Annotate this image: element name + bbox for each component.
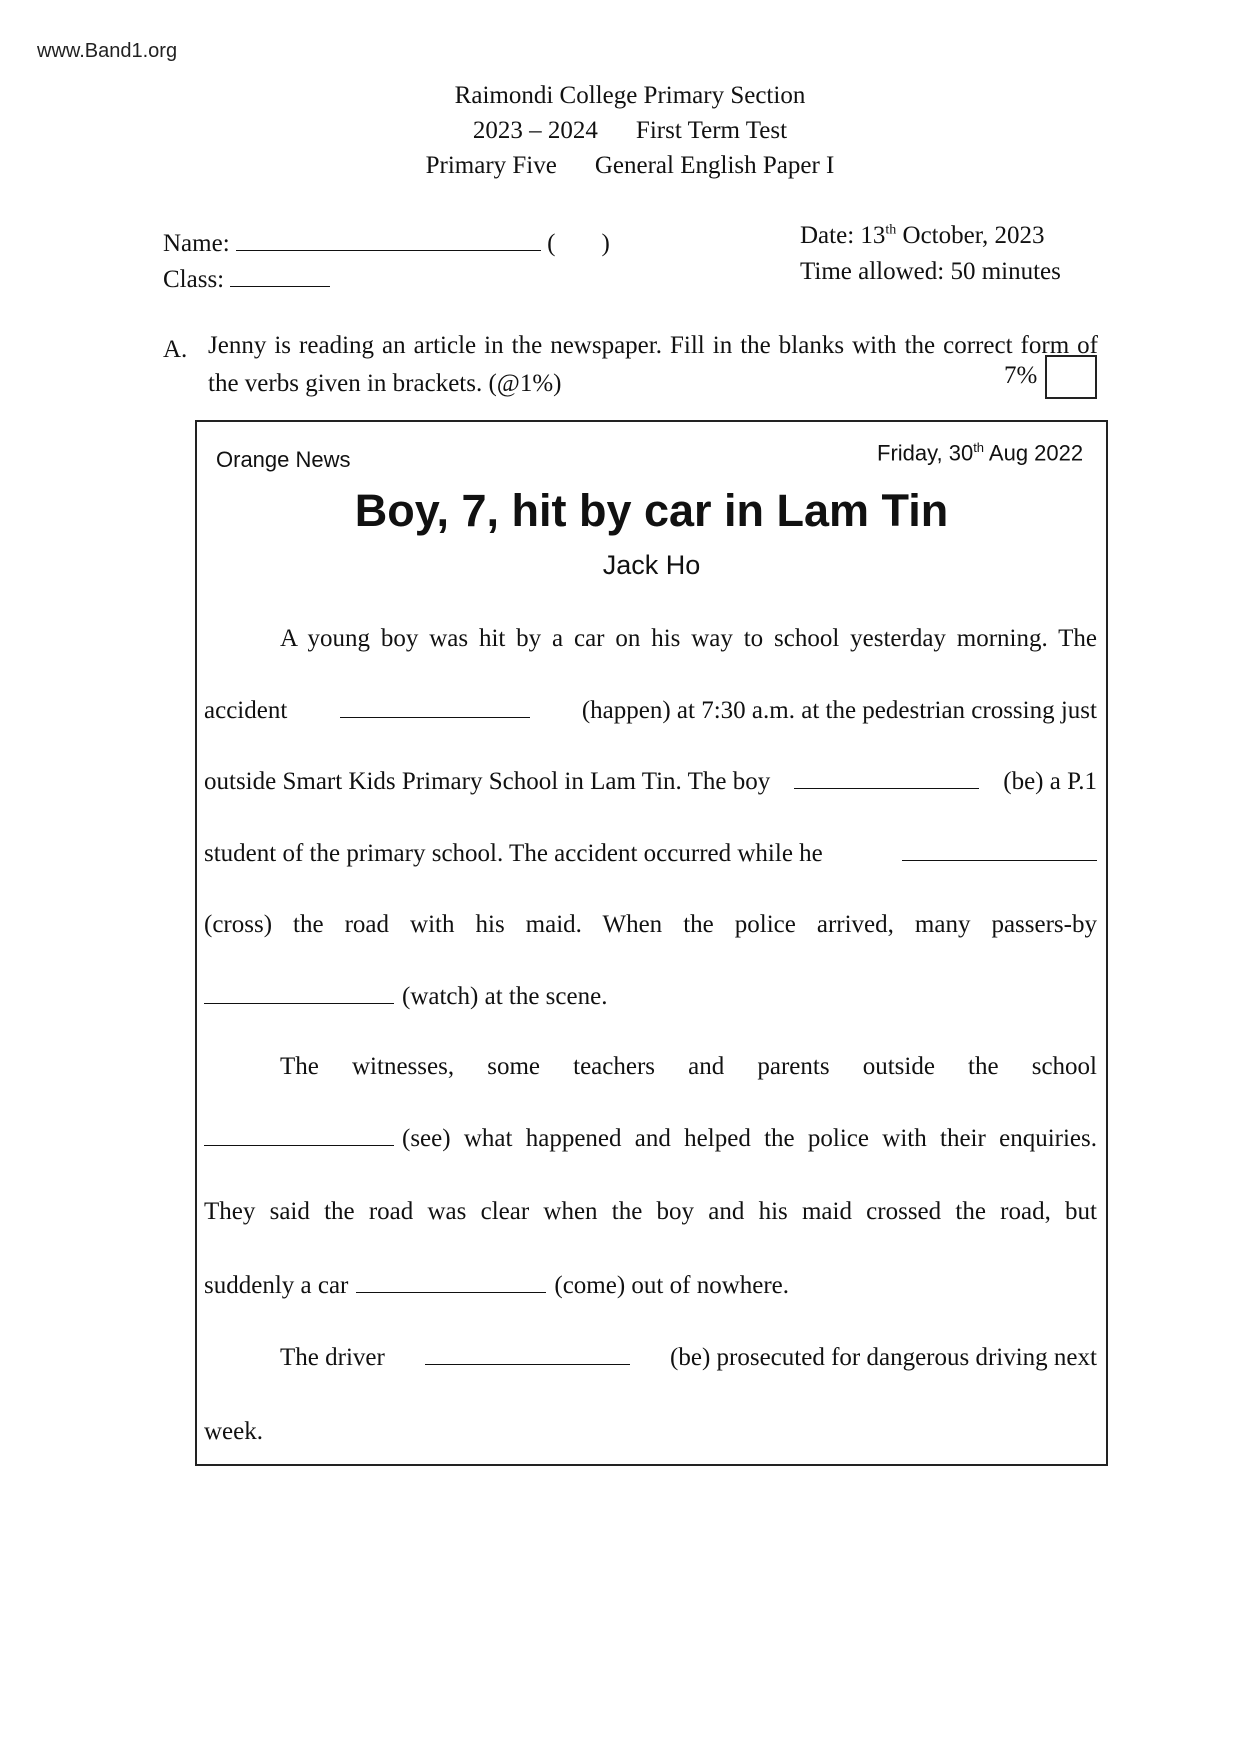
answer-blank-4[interactable]	[204, 984, 394, 1004]
instructions-line-1: Jenny is reading an article in the newspaper. Fill in the blanks with the correct form of	[208, 332, 1098, 359]
class-field[interactable]	[163, 266, 330, 294]
score-box[interactable]	[1045, 355, 1097, 399]
article-line: (cross) the road with his maid. When the police arrived, many passers-by	[204, 911, 1097, 938]
article-line	[204, 768, 1097, 796]
text: (see) what happened and helped the police with their enquiries.	[402, 1125, 1097, 1152]
article-line	[204, 697, 1097, 725]
news-date	[877, 440, 1083, 466]
text: (be) prosecuted for dangerous driving next	[670, 1344, 1097, 1371]
text: student of the primary school. The accident occurred while he	[204, 840, 823, 867]
test-name: First Term Test	[635, 117, 788, 144]
answer-blank-6[interactable]	[356, 1273, 546, 1293]
article-line: The witnesses, some teachers and parents outside the school	[280, 1053, 1097, 1080]
text: (come) out of nowhere.	[554, 1272, 790, 1299]
news-source: Orange News	[216, 447, 351, 472]
date-sup: th	[885, 222, 897, 238]
text: (watch) at the scene.	[402, 983, 608, 1010]
text: (happen) at 7:30 a.m. at the pedestrian crossing just	[581, 697, 1097, 724]
text: outside Smart Kids Primary School in Lam Tin. The boy	[204, 768, 771, 795]
section-letter: A.	[163, 336, 188, 363]
article-line: week.	[204, 1418, 263, 1445]
term-line	[0, 117, 1240, 145]
class-blank[interactable]	[230, 267, 330, 287]
news-date-sup: th	[973, 440, 985, 455]
text: accident	[204, 697, 288, 724]
class-number-close: )	[601, 230, 610, 257]
article-line: A young boy was hit by a car on his way to school yesterday morning. The	[280, 625, 1097, 652]
news-date-text: Friday, 30	[877, 440, 974, 466]
answer-blank-2[interactable]	[794, 769, 979, 789]
class-label: Class:	[163, 266, 225, 293]
level: Primary Five	[425, 152, 557, 179]
school-name: Raimondi College Primary Section	[454, 82, 806, 109]
class-number-open: (	[547, 230, 556, 257]
article-line	[204, 1272, 1097, 1300]
article-line: They said the road was clear when the boy and his maid crossed the road, but	[204, 1198, 1097, 1225]
test-date	[800, 222, 1045, 250]
date-text-end: October, 2023	[896, 222, 1045, 249]
article-line	[204, 840, 1097, 868]
article-line	[280, 1344, 1097, 1372]
time-allowed: Time allowed: 50 minutes	[800, 258, 1061, 285]
article-line	[204, 983, 1097, 1011]
school-year: 2023 – 2024	[472, 117, 598, 144]
answer-blank-7[interactable]	[425, 1345, 630, 1365]
author: Jack Ho	[602, 550, 701, 580]
answer-blank-3[interactable]	[902, 841, 1097, 861]
watermark: www.Band1.org	[37, 40, 178, 62]
paper-line	[0, 152, 1240, 180]
name-label: Name:	[163, 230, 230, 257]
text: The driver	[280, 1344, 385, 1371]
instructions-line-2: the verbs given in brackets. (@1%)	[208, 370, 562, 397]
marks-label: 7%	[1004, 362, 1038, 389]
text: suddenly a car	[204, 1272, 349, 1299]
paper-name: General English Paper I	[594, 152, 835, 179]
headline: Boy, 7, hit by car in Lam Tin	[354, 485, 949, 536]
text: (be) a P.1	[1003, 768, 1097, 795]
article-line	[204, 1125, 1097, 1153]
date-text: Date: 13	[800, 222, 886, 249]
news-date-end: Aug 2022	[984, 440, 1084, 466]
answer-blank-1[interactable]	[340, 698, 530, 718]
name-field[interactable]	[163, 230, 610, 258]
answer-blank-5[interactable]	[204, 1126, 394, 1146]
name-blank[interactable]	[236, 231, 541, 251]
